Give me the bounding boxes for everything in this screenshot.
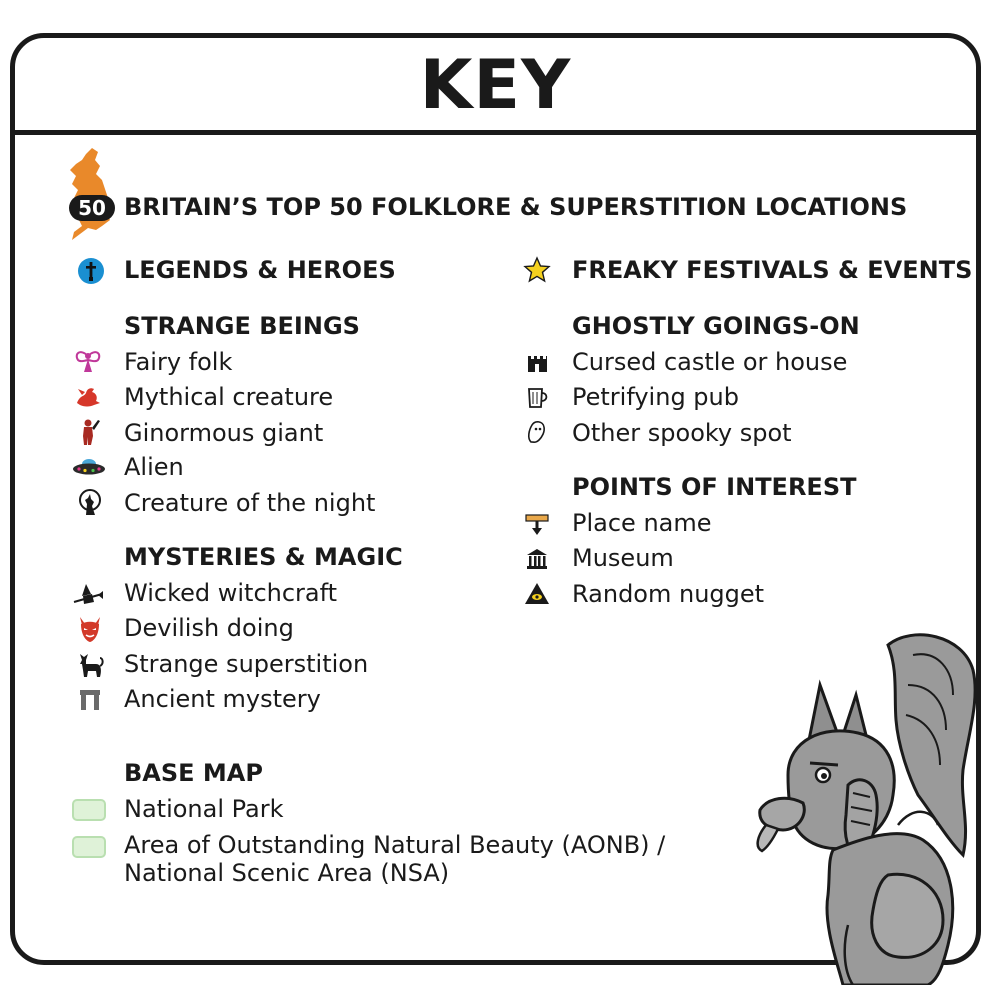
top50-label: BRITAIN’S TOP 50 FOLKLORE & SUPERSTITION LOCATIONS (124, 193, 908, 221)
base-map-heading: BASE MAP (124, 759, 263, 787)
title-band (15, 38, 976, 135)
creature-night-label: Creature of the night (124, 489, 376, 517)
sword-icon (77, 257, 105, 285)
dragon-icon (74, 383, 102, 411)
castle-icon (523, 348, 551, 376)
signpost-icon (523, 510, 551, 538)
nsa-label: National Scenic Area (NSA) (124, 859, 450, 887)
place-name-label: Place name (572, 509, 712, 537)
museum-icon (523, 545, 551, 573)
festivals-heading: FREAKY FESTIVALS & EVENTS (572, 256, 973, 284)
giant-icon (76, 418, 104, 446)
ginormous-giant-label: Ginormous giant (124, 419, 324, 447)
aonb-label: Area of Outstanding Natural Beauty (AONB) / (124, 831, 666, 859)
national-park-label: National Park (124, 795, 284, 823)
aonb-swatch (72, 836, 106, 858)
ghost-icon (523, 418, 551, 446)
beer-mug-icon (523, 383, 551, 411)
star-icon (523, 256, 551, 284)
poi-heading: POINTS OF INTEREST (572, 473, 857, 501)
ghostly-heading: GHOSTLY GOINGS-ON (572, 312, 860, 340)
ancient-mystery-label: Ancient mystery (124, 685, 321, 713)
fairy-icon (74, 348, 102, 376)
cursed-castle-label: Cursed castle or house (572, 348, 848, 376)
ufo-icon (72, 453, 106, 481)
gargoyle-illustration (748, 625, 978, 985)
page-title: KEY (419, 46, 572, 125)
national-park-swatch (72, 799, 106, 821)
alien-label: Alien (124, 453, 184, 481)
mysteries-heading: MYSTERIES & MAGIC (124, 543, 403, 571)
black-cat-icon (76, 650, 104, 678)
mythical-creature-label: Mythical creature (124, 383, 334, 411)
random-nugget-label: Random nugget (572, 580, 765, 608)
werewolf-icon (76, 488, 104, 516)
petrifying-pub-label: Petrifying pub (572, 383, 739, 411)
devilish-label: Devilish doing (124, 614, 294, 642)
legends-heading: LEGENDS & HEROES (124, 256, 396, 284)
fairy-folk-label: Fairy folk (124, 348, 233, 376)
museum-label: Museum (572, 544, 674, 572)
top50-badge: 50 (69, 195, 115, 221)
standing-stone-icon (76, 685, 104, 713)
strange-beings-heading: STRANGE BEINGS (124, 312, 360, 340)
spooky-spot-label: Other spooky spot (572, 419, 792, 447)
superstition-label: Strange superstition (124, 650, 369, 678)
eye-triangle-icon (523, 580, 551, 608)
witch-icon (72, 580, 104, 608)
devil-icon (76, 615, 104, 643)
witchcraft-label: Wicked witchcraft (124, 579, 338, 607)
